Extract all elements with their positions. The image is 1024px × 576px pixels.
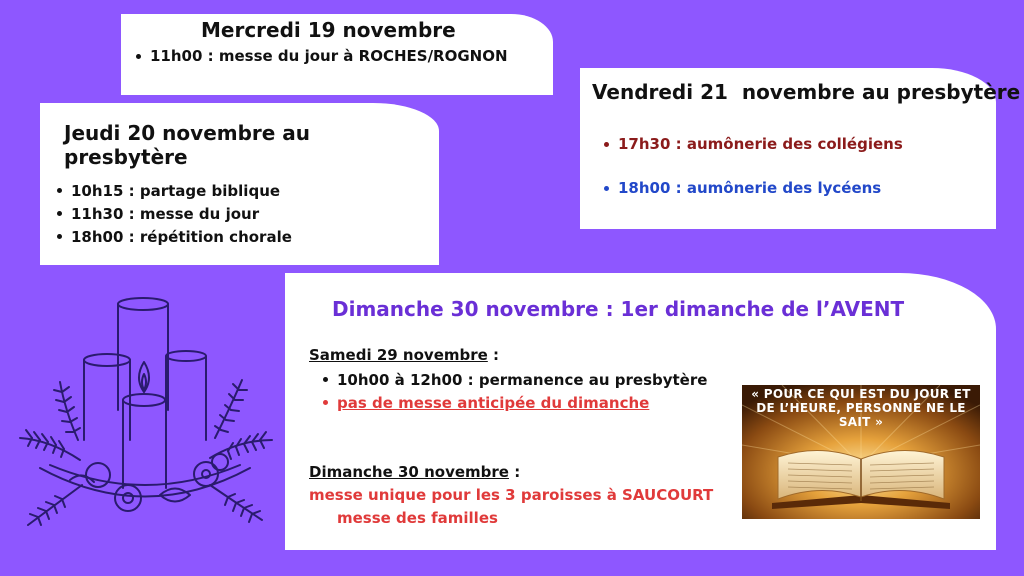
wednesday-item: 11h00 : messe du jour à ROCHES/ROGNON xyxy=(134,46,508,66)
friday-title: Vendredi 21 novembre au presbytère xyxy=(592,80,1021,104)
bible-caption: « POUR CE QUI EST DU JOUR ET DE L’HEURE, PERSONNE NE LE SAIT » xyxy=(751,387,971,429)
thursday-card xyxy=(40,103,439,265)
saturday-item-permanence: 10h00 à 12h00 : permanence au presbytère xyxy=(321,369,707,392)
friday-item-collegiens: 17h30 : aumônerie des collégiens xyxy=(602,134,903,154)
sunday-title: Dimanche 30 novembre : 1er dimanche de l’AVENT xyxy=(332,297,905,321)
friday-card xyxy=(580,68,1021,229)
wednesday-title: Mercredi 19 novembre xyxy=(201,18,456,42)
thursday-item: 11h30 : messe du jour xyxy=(55,203,292,226)
saturday-heading-text: Samedi 29 novembre xyxy=(309,346,488,364)
thursday-item: 10h15 : partage biblique xyxy=(55,180,292,203)
open-bible-image xyxy=(742,385,980,519)
sunday-unique-mass: messe unique pour les 3 paroisses à SAUCOURT xyxy=(309,486,714,504)
sunday-family-mass: messe des familles xyxy=(337,509,498,527)
friday-item-lyceens: 18h00 : aumônerie des lycéens xyxy=(602,178,903,198)
thursday-item: 18h00 : répétition chorale xyxy=(55,226,292,249)
advent-wreath-icon xyxy=(10,290,280,550)
thursday-title: Jeudi 20 novembre au presbytère xyxy=(64,121,311,169)
saturday-item-no-mass: pas de messe anticipée du dimanche xyxy=(321,392,707,415)
saturday-heading-colon: : xyxy=(487,346,500,364)
saturday-heading xyxy=(309,346,499,364)
sunday-heading xyxy=(309,463,520,481)
sunday-heading-text: Dimanche 30 novembre xyxy=(309,463,509,481)
wednesday-card xyxy=(121,14,553,95)
sunday-heading-colon: : xyxy=(508,463,521,481)
